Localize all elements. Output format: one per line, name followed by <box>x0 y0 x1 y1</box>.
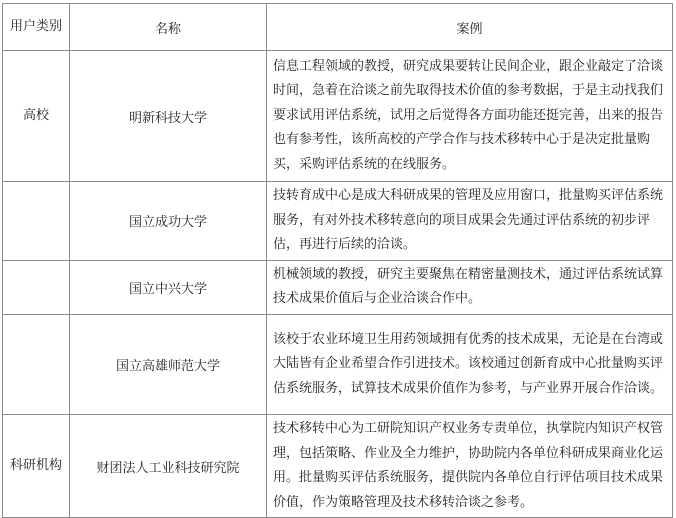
case-table <box>2 3 673 518</box>
case-text: 信息工程领域的教授，研究成果要转让民间企业，跟企业敲定了洽谈时间，急着在洽谈之前先取得技术价值的参考数据，于是主动找我们要求试用评估系统，试用之后觉得各方面功能还挺完善，出来的报告也有参考性，该所高校的产学合作与技术移转中心于是决定批量购买，采购评估系统的在线服务。 <box>267 51 673 182</box>
header-user-type: 用户类别 <box>3 4 70 51</box>
org-name: 明新科技大学 <box>70 51 267 182</box>
group-research: 科研机构 <box>3 414 70 517</box>
header-row <box>3 4 673 51</box>
table-row <box>3 260 673 314</box>
table-row <box>3 51 673 182</box>
case-text: 该校于农业环境卫生用药领域拥有优秀的技术成果，无论是在台湾或大陆皆有企业希望合作引进技术。该校通过创新育成中心批量购买评估系统服务，试算技术成果价值作为参考，与产业界开展合作洽谈。 <box>267 314 673 414</box>
table-row <box>3 414 673 517</box>
header-case: 案例 <box>267 4 673 51</box>
org-name: 国立成功大学 <box>70 182 267 261</box>
header-name: 名称 <box>70 4 267 51</box>
group-university: 高校 <box>3 51 70 182</box>
org-name: 国立中兴大学 <box>70 260 267 314</box>
case-text: 机械领域的教授，研究主要聚焦在精密量测技术，通过评估系统试算技术成果价值后与企业洽谈合作中。 <box>267 260 673 314</box>
group-cell-empty <box>3 260 70 314</box>
group-cell-empty <box>3 314 70 414</box>
org-name: 国立高雄师范大学 <box>70 314 267 414</box>
case-text: 技术移转中心为工研院知识产权业务专责单位，执掌院内知识产权管理，包括策略、作业及全力维护，协助院内各单位科研成果商业化运用。批量购买评估系统服务，提供院内各单位自行评估项目技术成果价值，作为策略管理及技术移转洽谈之参考。 <box>267 414 673 517</box>
org-name: 财团法人工业科技研究院 <box>70 414 267 517</box>
case-text: 技转育成中心是成大科研成果的管理及应用窗口，批量购买评估系统服务，有对外技术移转意向的项目成果会先通过评估系统的初步评估，再进行后续的洽谈。 <box>267 182 673 261</box>
table-row <box>3 314 673 414</box>
group-cell-empty <box>3 182 70 261</box>
table-row <box>3 182 673 261</box>
